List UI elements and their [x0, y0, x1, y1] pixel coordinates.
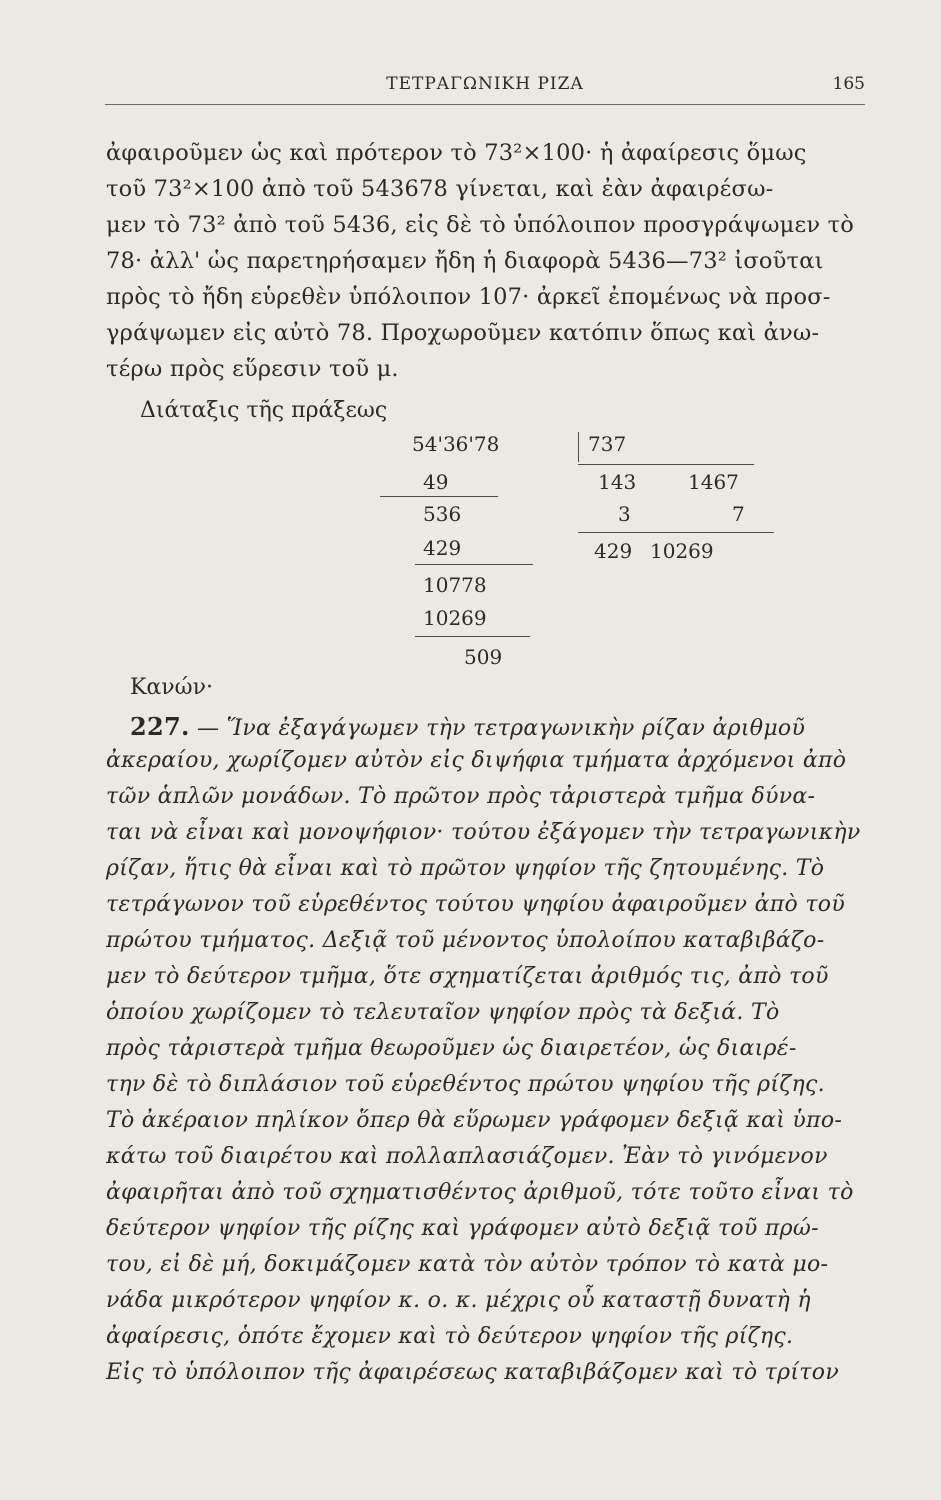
rule-label: Κανών· — [130, 675, 213, 700]
text-line: πρὸς τἀριστερὰ τμῆμα θεωροῦμεν ὡς διαιρετέον, ὡς διαιρέ- — [106, 1036, 797, 1061]
calc-step: 10778 — [423, 573, 487, 597]
text-line: τοῦ 73²×100 ἀπὸ τοῦ 543678 γίνεται, καὶ ἐὰν ἀφαιρέσω- — [106, 176, 774, 202]
text-line: ται νὰ εἶναι καὶ μονοψήφιον· τούτου ἐξάγομεν τὴν τετραγωνικὴν — [106, 820, 861, 845]
calc-rule — [415, 636, 530, 637]
text-line: ἀφαιρῆται ἀπὸ τοῦ σχηματισθέντος ἀριθμοῦ, τότε τοῦτο εἶναι τὸ — [106, 1180, 854, 1205]
product: 10269 — [650, 539, 714, 563]
calc-rule — [578, 464, 754, 465]
text-line-start: — Ἵνα ἐξαγάγωμεν τὴν τετραγωνικὴν ρίζαν ἀριθμοῦ — [196, 716, 806, 741]
text-line: του, εἰ δὲ μή, δοκιμάζομεν κατὰ τὸν αὐτὸν τρόπον τὸ κατὰ μο- — [106, 1252, 829, 1277]
text-line: μεν τὸ δεύτερον τμῆμα, ὅτε σχηματίζεται ἀριθμός τις, ἀπὸ τοῦ — [106, 964, 829, 989]
text-line: ὁποίου χωρίζομεν τὸ τελευταῖον ψηφίον πρὸς τὰ δεξιά. Τὸ — [106, 1000, 780, 1025]
divisor: 1467 — [688, 470, 739, 494]
text-line: Τὸ ἀκέραιον πηλίκον ὅπερ θὰ εὕρωμεν γράφομεν δεξιᾷ καὶ ὑπο- — [106, 1108, 843, 1133]
calc-rule — [415, 564, 533, 565]
calculation-heading: Διάταξις τῆς πράξεως — [140, 398, 388, 423]
text-line: ἀφαιροῦμεν ὡς καὶ πρότερον τὸ 73²×100· ἡ ἀφαίρεσις ὅμως — [106, 140, 807, 166]
digit: 7 — [732, 502, 745, 526]
root-bracket — [578, 432, 579, 462]
text-line: Εἰς τὸ ὑπόλοιπον τῆς ἀφαιρέσεως καταβιβάζομεν καὶ τὸ τρίτον — [106, 1360, 840, 1385]
divisor: 143 — [598, 470, 637, 494]
text-line-first — [130, 712, 866, 741]
text-line: 78· ἀλλ' ὡς παρετηρήσαμεν ἤδη ἡ διαφορὰ 5436—73² ἰσοῦται — [106, 248, 824, 274]
text-line: τῶν ἁπλῶν μονάδων. Τὸ πρῶτον πρὸς τἀριστερὰ τμῆμα δύνα- — [106, 784, 816, 809]
digit: 3 — [618, 502, 631, 526]
remainder: 509 — [464, 645, 503, 669]
running-header — [105, 70, 865, 105]
product: 429 — [594, 539, 633, 563]
calc-rule — [380, 496, 498, 497]
root-value: 737 — [588, 432, 627, 456]
header-title: ΤΕΤΡΑΓΩΝΙΚΗ ΡΙΖΑ — [386, 74, 584, 94]
section-number: 227. — [130, 712, 190, 741]
page-number: 165 — [832, 74, 865, 94]
text-line: δεύτερον ψηφίον τῆς ρίζης καὶ γράφομεν αὐτὸ δεξιᾷ τοῦ πρώ- — [106, 1216, 819, 1241]
text-line: τέρω πρὸς εὕρεσιν τοῦ μ. — [106, 356, 399, 382]
text-line: πρὸς τὸ ἤδη εὑρεθὲν ὑπόλοιπον 107· ἀρκεῖ ἐπομένως νὰ προσ- — [106, 284, 831, 310]
calc-rule — [578, 532, 774, 533]
text-line: πρώτου τμήματος. Δεξιᾷ τοῦ μένοντος ὑπολοίπου καταβιβάζο- — [106, 928, 825, 953]
text-line: την δὲ τὸ διπλάσιον τοῦ εὑρεθέντος πρώτου ψηφίου τῆς ρίζης. — [106, 1072, 825, 1097]
calc-step: 429 — [423, 536, 462, 560]
text-line: κάτω τοῦ διαιρέτου καὶ πολλαπλασιάζομεν. Ἐὰν τὸ γινόμενον — [106, 1144, 828, 1169]
text-line: ρίζαν, ἥτις θὰ εἶναι καὶ τὸ πρῶτον ψηφίον τῆς ζητουμένης. Τὸ — [106, 856, 825, 881]
calc-step: 10269 — [423, 606, 487, 630]
calc-step: 49 — [423, 470, 449, 494]
dividend: 54'36'78 — [412, 432, 500, 456]
calc-step: 536 — [423, 502, 462, 526]
text-line: τετράγωνον τοῦ εὑρεθέντος τούτου ψηφίου ἀφαιροῦμεν ἀπὸ τοῦ — [106, 892, 846, 917]
text-line: ἀκεραίου, χωρίζομεν αὐτὸν εἰς διψήφια τμήματα ἀρχόμενοι ἀπὸ — [106, 748, 847, 773]
text-line: νάδα μικρότερον ψηφίον κ. ο. κ. μέχρις οὗ καταστῇ δυνατὴ ἡ — [106, 1288, 811, 1313]
text-line: ἀφαίρεσις, ὁπότε ἔχομεν καὶ τὸ δεύτερον ψηφίον τῆς ρίζης. — [106, 1324, 794, 1349]
text-line: γράψωμεν εἰς αὐτὸ 78. Προχωροῦμεν κατόπιν ὅπως καὶ ἀνω- — [106, 320, 820, 346]
text-line: μεν τὸ 73² ἀπὸ τοῦ 5436, εἰς δὲ τὸ ὑπόλοιπον προσγράψωμεν τὸ — [106, 212, 854, 238]
